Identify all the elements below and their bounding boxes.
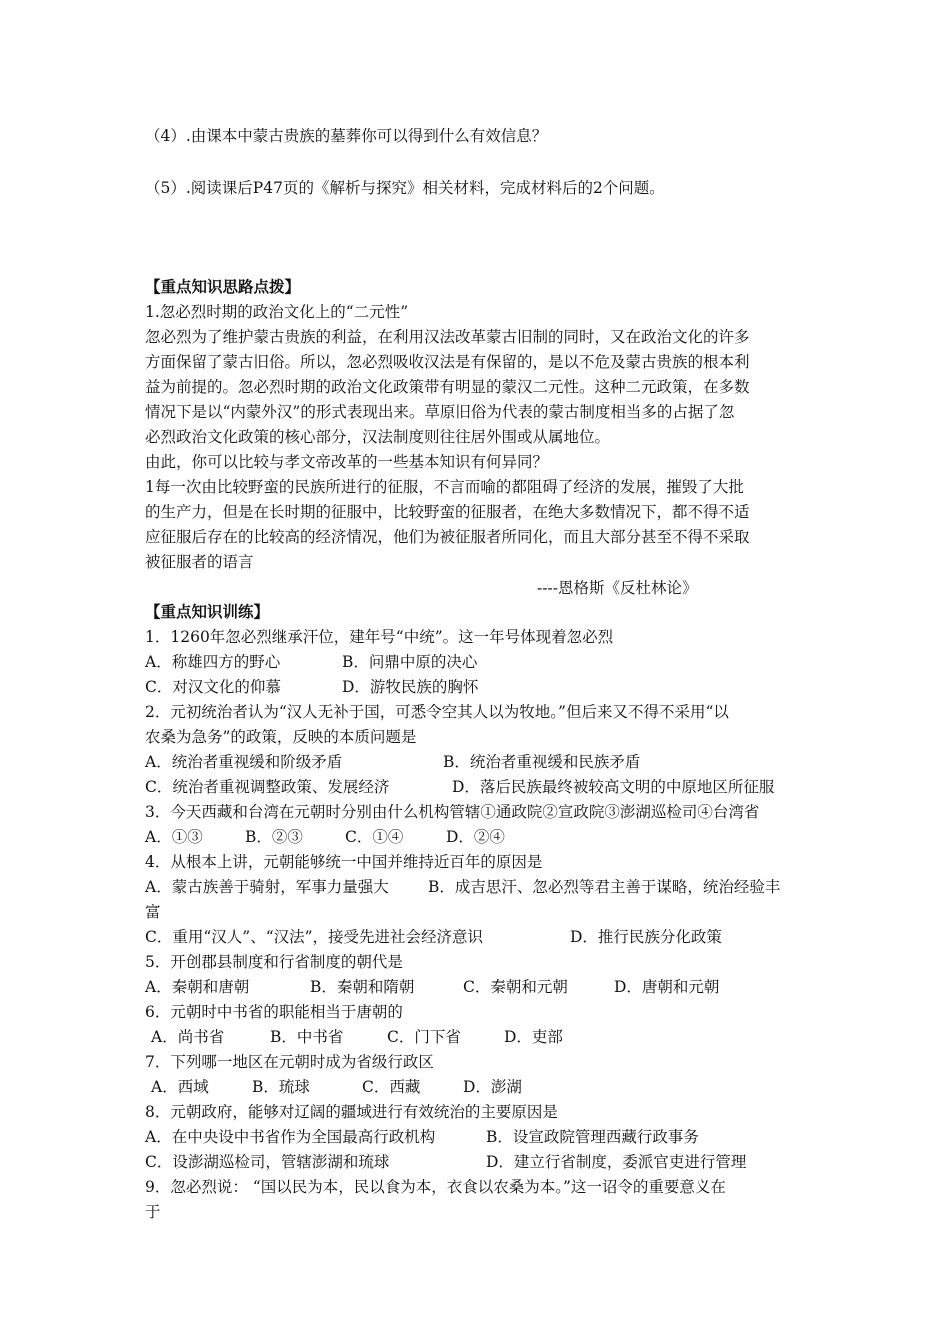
option-d: D．②④ [446,828,505,846]
option-b: B．问鼎中原的决心 [342,653,478,671]
option-a: A．西域 [151,1078,209,1096]
option-c: C．西藏 [362,1078,421,1096]
training-q4: 4．从根本上讲，元朝能够统一中国并维持近百年的原因是 [145,853,543,871]
option-b: B．中书省 [270,1028,344,1046]
training-q9-cont: 于 [145,1203,161,1221]
option-b: B．②③ [245,828,303,846]
training-q2-cont: 农桑为急务”的政策，反映的本质问题是 [145,728,417,746]
option-b: B．琉球 [252,1078,310,1096]
option-c: C．秦朝和元朝 [463,978,568,996]
option-c: C．统治者重视调整政策、发展经济 [145,778,390,796]
quote-line: 被征服者的语言 [145,553,254,571]
question-5: （5）.阅读课后P47页的《解析与探究》相关材料，完成材料后的2个问题。 [145,179,665,197]
training-q8: 8．元朝政府，能够对辽阔的疆域进行有效统治的主要原因是 [145,1103,558,1121]
training-q7: 7．下列哪一地区在元朝时成为省级行政区 [145,1053,434,1071]
key-points-heading: 【重点知识思路点拨】 [145,277,301,296]
option-a: A．统治者重视缓和阶级矛盾 [145,753,343,771]
option-a: A．尚书省 [151,1028,225,1046]
option-c: C．重用“汉人”、“汉法”，接受先进社会经济意识 [145,928,484,946]
option-b: B．设宣政院管理西藏行政事务 [486,1128,699,1146]
option-b: B．成吉思汗、忽必烈等君主善于谋略，统治经验丰 [428,878,781,896]
quote-line: 应征服后存在的比较高的经济情况，他们为被征服者所同化，而且大部分甚至不得不采取 [145,528,750,546]
paragraph-line: 必烈政治文化政策的核心部分，汉法制度则往往居外围或从属地位。 [145,428,611,446]
paragraph-line: 情况下是以“内蒙外汉”的形式表现出来。草原旧俗为代表的蒙古制度相当多的占据了忽 [145,403,735,421]
option-d: D．唐朝和元朝 [614,978,720,996]
paragraph-line: 益为前提的。忽必烈时期的政治文化政策带有明显的蒙汉二元性。这种二元政策，在多数 [145,378,750,396]
quote-line: 1每一次由比较野蛮的民族所进行的征服，不言而喻的都阻碍了经济的发展，摧毁了大批 [145,478,744,496]
option-a: A．秦朝和唐朝 [145,978,250,996]
quote-source: ----恩格斯《反杜林论》 [537,579,698,597]
training-q1: 1．1260年忽必烈继承汗位，建年号“中统”。这一年号体现着忽必烈 [145,628,614,646]
key-point-1-title: 1.忽必烈时期的政治文化上的“二元性” [145,303,409,321]
quote-line: 的生产力，但是在长时期的征服中，比较野蛮的征服者，在绝大多数情况下，都不得不适 [145,503,750,521]
training-q9: 9．忽必烈说： “国以民为本，民以食为本，衣食以农桑为本。”这一诏令的重要意义在 [145,1178,726,1196]
option-b: B．秦朝和隋朝 [310,978,415,996]
training-q2: 2．元初统治者认为“汉人无补于国，可悉令空其人以为牧地。”但后来又不得不采用“以 [145,703,729,721]
option-d: D．落后民族最终被较高文明的中原地区所征服 [452,778,775,796]
option-c: C．设澎湖巡检司，管辖澎湖和琉球 [145,1153,390,1171]
option-b-cont: 富 [145,903,161,921]
option-d: D．建立行省制度，委派官吏进行管理 [486,1153,747,1171]
option-c: C．对汉文化的仰慕 [145,678,281,696]
question-4: （4）.由课本中蒙古贵族的墓葬你可以得到什么有效信息？ [145,127,548,145]
option-a: A．蒙古族善于骑射，军事力量强大 [145,878,389,896]
option-a: A．称雄四方的野心 [145,653,281,671]
option-d: D．游牧民族的胸怀 [342,678,479,696]
training-heading: 【重点知识训练】 [145,602,270,621]
compare-prompt: 由此，你可以比较与孝文帝改革的一些基本知识有何异同？ [145,453,549,471]
option-d: D．澎湖 [463,1078,522,1096]
option-a: A．①③ [145,828,203,846]
option-b: B．统治者重视缓和民族矛盾 [443,753,641,771]
option-c: C．门下省 [387,1028,461,1046]
paragraph-line: 忽必烈为了维护蒙古贵族的利益，在利用汉法改革蒙古旧制的同时，又在政治文化的许多 [145,328,750,346]
training-q3: 3．今天西藏和台湾在元朝时分别由什么机构管辖①通政院②宣政院③澎湖巡检司④台湾省 [145,803,760,821]
option-c: C．①④ [345,828,404,846]
training-q6: 6．元朝时中书省的职能相当于唐朝的 [145,1003,403,1021]
paragraph-line: 方面保留了蒙古旧俗。所以，忽必烈吸收汉法是有保留的，是以不危及蒙古贵族的根本利 [145,353,750,371]
training-q5: 5．开创郡县制度和行省制度的朝代是 [145,953,403,971]
option-d: D．吏部 [504,1028,563,1046]
option-d: D．推行民族分化政策 [570,928,722,946]
option-a: A．在中央设中书省作为全国最高行政机构 [145,1128,436,1146]
